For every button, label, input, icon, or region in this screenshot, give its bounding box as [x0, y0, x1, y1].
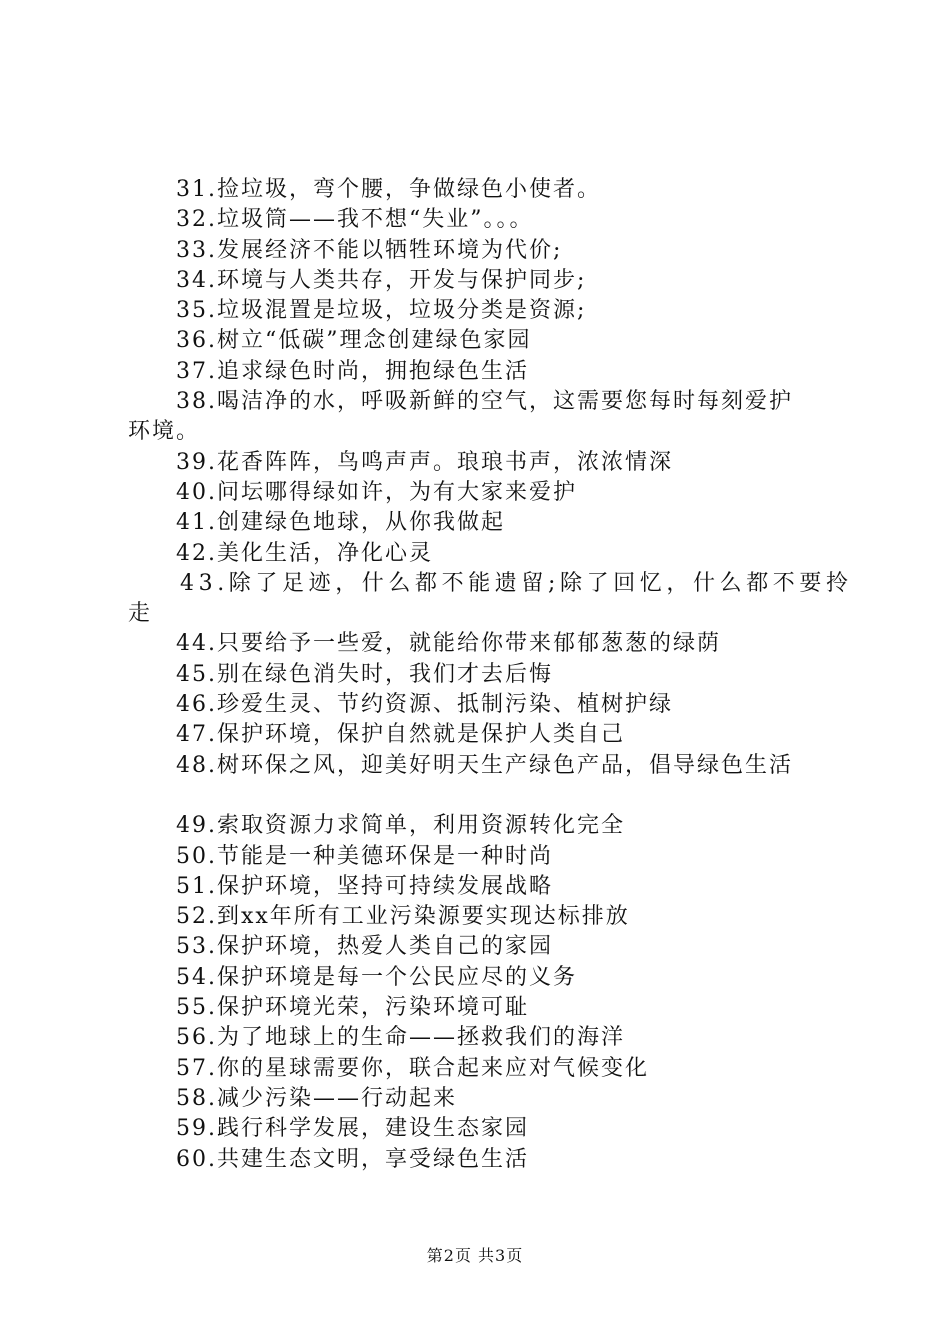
- list-item: 50.节能是一种美德环保是一种时尚: [176, 843, 553, 869]
- list-item: 45.别在绿色消失时，我们才去后悔: [176, 661, 553, 687]
- slogan-list: [128, 175, 853, 1175]
- list-item: 35.垃圾混置是垃圾，垃圾分类是资源;: [176, 298, 587, 324]
- list-item: 36.树立“低碳”理念创建绿色家园: [176, 328, 532, 354]
- list-item: 43.除了足迹，什么都不能遗留;除了回忆，什么都不要拎: [180, 570, 853, 596]
- list-item: 58.减少污染——行动起来: [176, 1085, 457, 1111]
- list-item-continuation: 环境。: [128, 419, 201, 445]
- list-item: 52.到xx年所有工业污染源要实现达标排放: [176, 904, 630, 930]
- list-item: 56.为了地球上的生命——拯救我们的海洋: [176, 1025, 625, 1051]
- blank-line: [128, 781, 848, 811]
- list-item: 38.喝洁净的水，呼吸新鲜的空气，这需要您每时每刻爱护: [176, 389, 793, 415]
- list-item: 33.发展经济不能以牺牲环境为代价;: [176, 237, 563, 263]
- list-item: 46.珍爱生灵、节约资源、抵制污染、植树护绿: [176, 692, 673, 718]
- list-item: 34.环境与人类共存，开发与保护同步;: [176, 267, 587, 293]
- list-item: 53.保护环境，热爱人类自己的家园: [176, 934, 553, 960]
- list-item: 60.共建生态文明，享受绿色生活: [176, 1146, 529, 1172]
- list-item: 48.树环保之风，迎美好明天生产绿色产品，倡导绿色生活: [176, 752, 793, 778]
- list-item: 31.捡垃圾，弯个腰，争做绿色小使者。: [176, 177, 601, 202]
- list-item-continuation: 走: [128, 601, 153, 627]
- list-item: 59.践行科学发展，建设生态家园: [176, 1116, 529, 1142]
- list-item: 42.美化生活，净化心灵: [176, 540, 433, 566]
- list-item: 32.垃圾筒——我不想“失业”。。。: [176, 207, 534, 233]
- list-item: 54.保护环境是每一个公民应尽的义务: [176, 964, 577, 990]
- list-item: 49.索取资源力求简单，利用资源转化完全: [176, 813, 625, 839]
- list-item: 47.保护环境，保护自然就是保护人类自己: [176, 722, 625, 748]
- list-item: 39.花香阵阵，鸟鸣声声。琅琅书声，浓浓情深: [176, 449, 673, 475]
- list-item: 37.追求绿色时尚，拥抱绿色生活: [176, 358, 529, 384]
- list-item: 41.创建绿色地球，从你我做起: [176, 510, 505, 536]
- list-item: 44.只要给予一些爱，就能给你带来郁郁葱葱的绿荫: [176, 631, 721, 657]
- list-item: 40.问坛哪得绿如许，为有大家来爱护: [176, 479, 577, 505]
- page-footer: 第2页 共3页: [426, 1246, 524, 1265]
- list-item: 51.保护环境，坚持可持续发展战略: [176, 873, 553, 899]
- list-item: 57.你的星球需要你，联合起来应对气候变化: [176, 1055, 649, 1081]
- list-item: 55.保护环境光荣，污染环境可耻: [176, 995, 529, 1021]
